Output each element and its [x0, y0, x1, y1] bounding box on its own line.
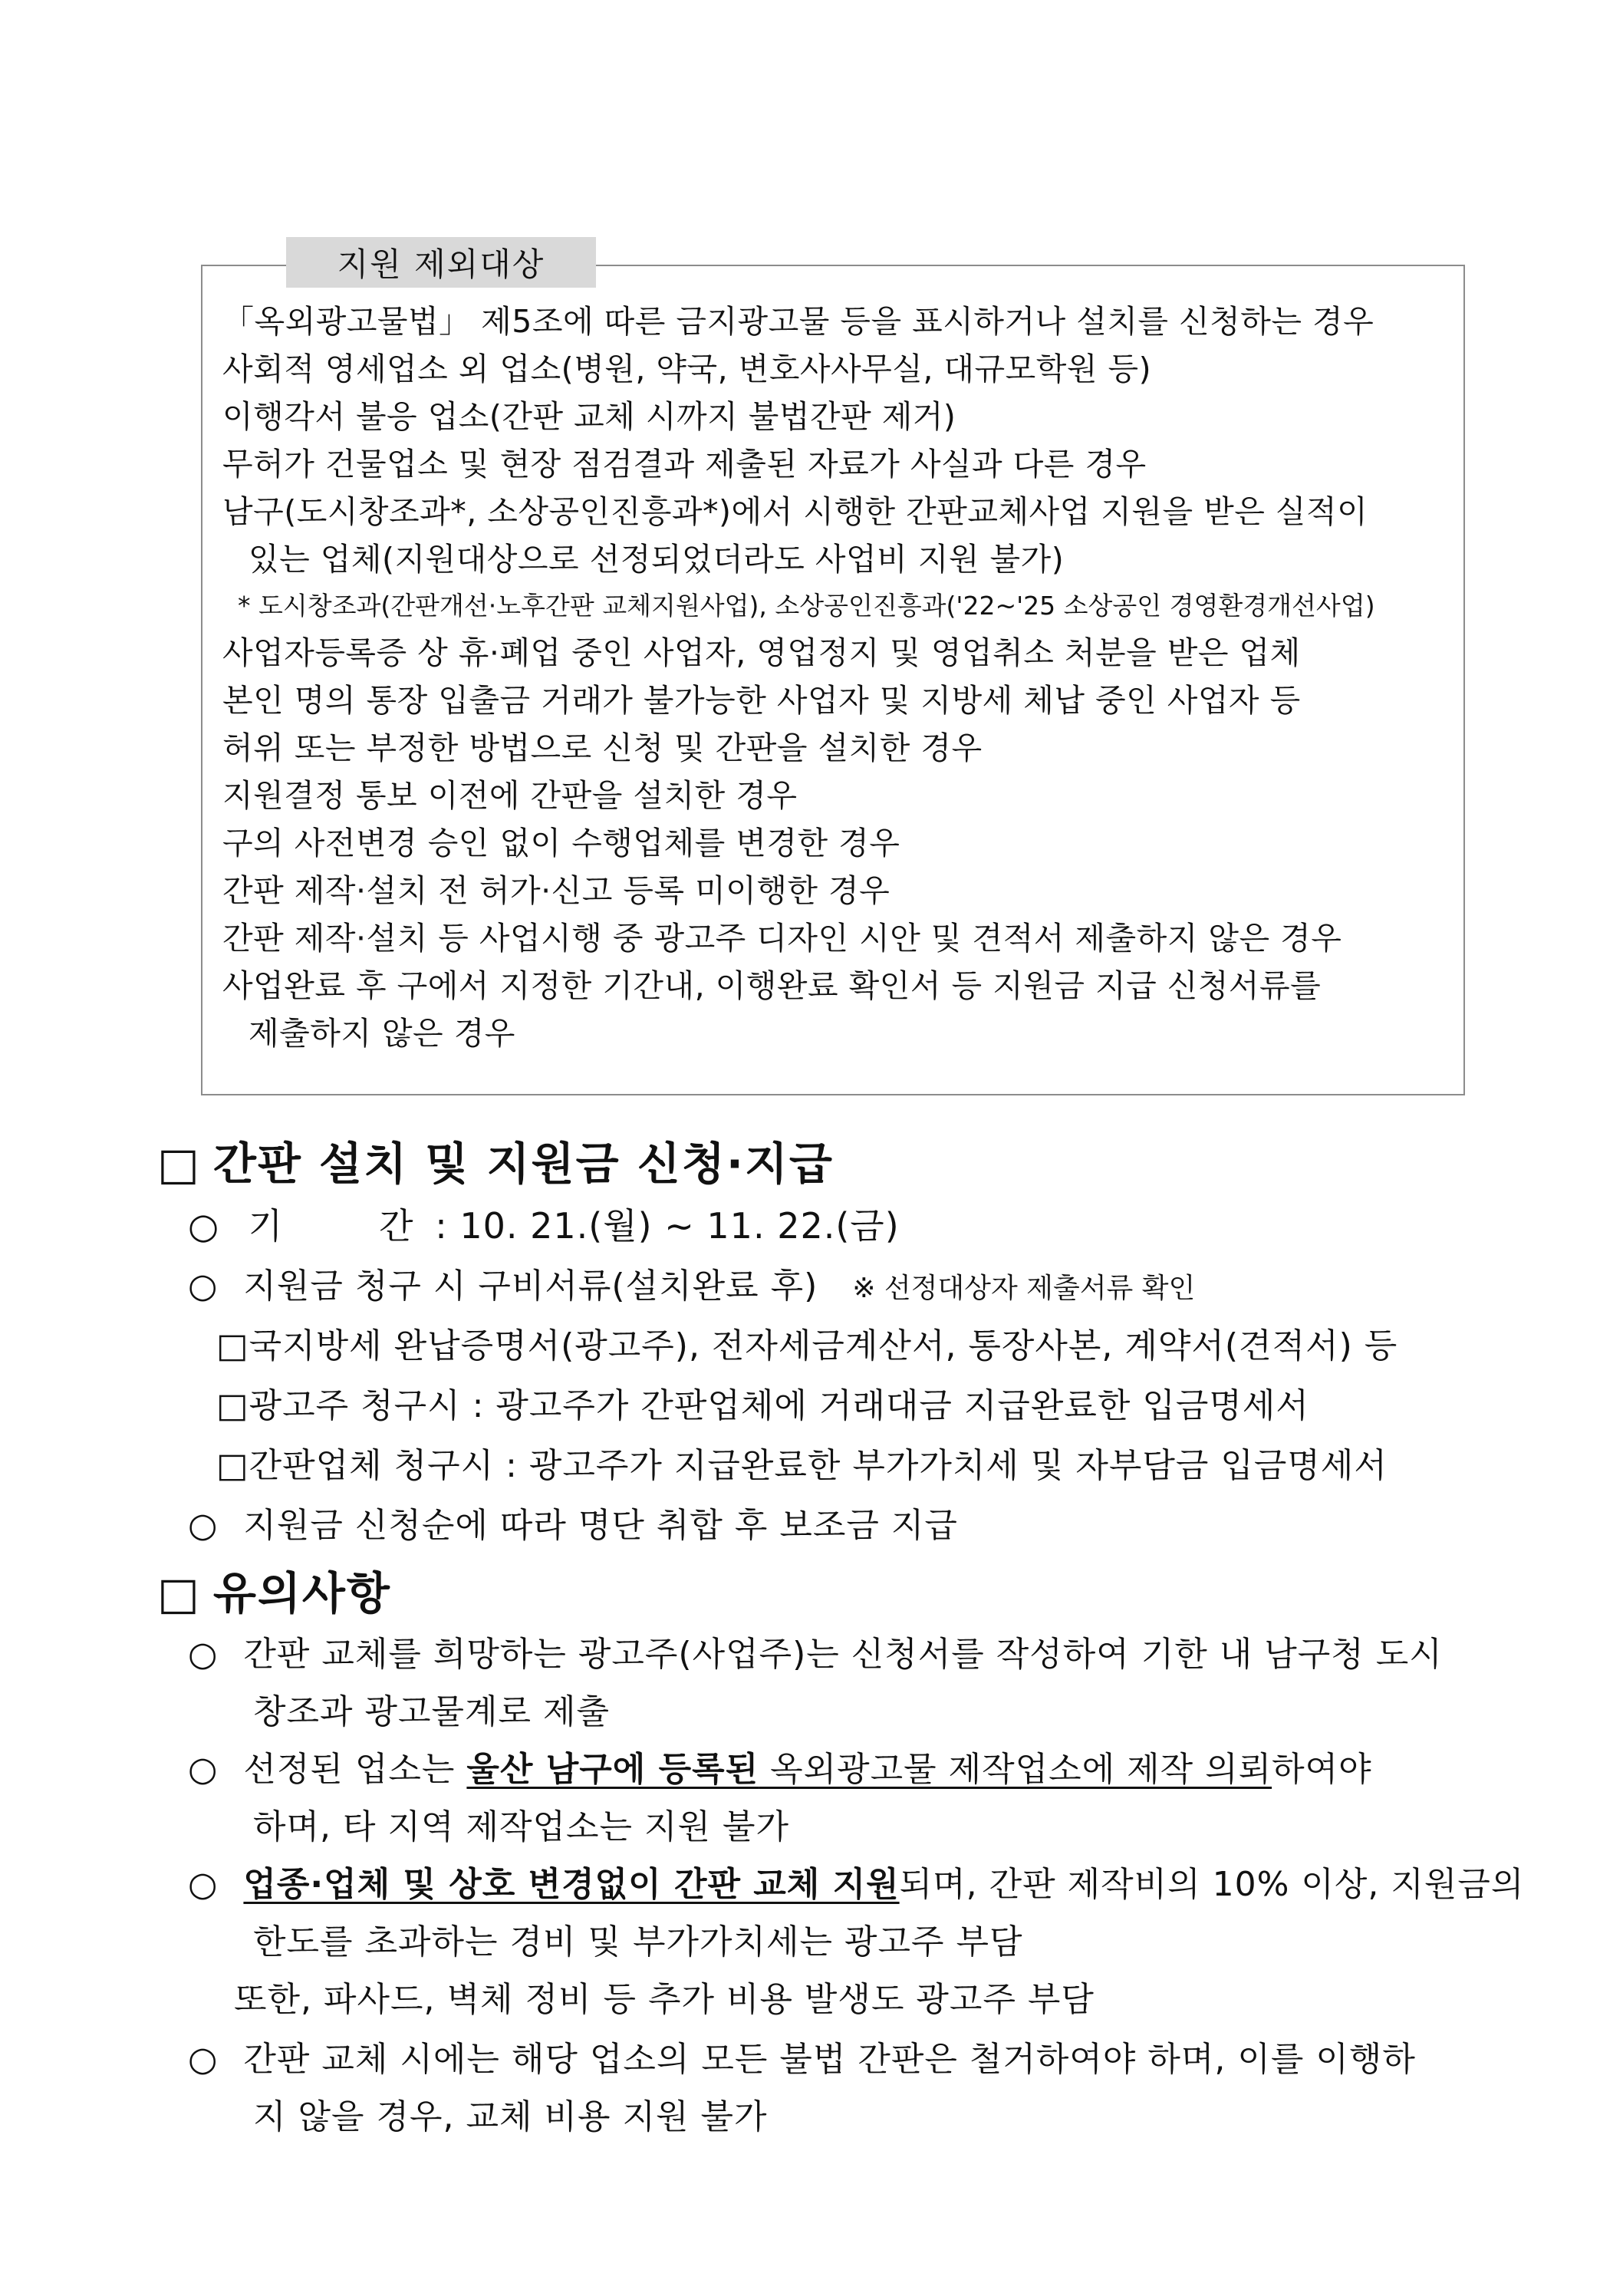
- exclusion-footnote: * 도시창조과(간판개선·노후간판 교체지원사업), 소상공인진흥과('22~'25 소상공인 경영환경개선사업): [238, 591, 1375, 621]
- note-item-3-cont: 한도를 초과하는 경비 및 부가가치세는 광고주 부담: [253, 1922, 1023, 1962]
- circle-bullet-icon: ○: [188, 2040, 219, 2079]
- exclusion-item: 「옥외광고물법」 제5조에 따른 금지광고물 등을 표시하거나 설치를 신청하는 경우: [222, 303, 1374, 340]
- doc-item: [216, 1438, 1388, 1487]
- circle-bullet-icon: ○: [188, 1635, 219, 1674]
- exclusion-item-continuation: 제출하지 않은 경우: [249, 1015, 515, 1052]
- checkbox-square-icon: □: [157, 1567, 201, 1619]
- small-square-icon: □: [216, 1326, 249, 1365]
- doc-item: [216, 1378, 1309, 1427]
- exclusion-item: 무허가 건물업소 및 현장 점검결과 제출된 자료가 사실과 다른 경우: [222, 446, 1147, 483]
- note-text: 선정된 업소는: [243, 1750, 467, 1789]
- exclusion-item: 구의 사전변경 승인 없이 수행업체를 변경한 경우: [222, 825, 900, 861]
- note-item-4: [188, 2031, 1416, 2080]
- note-item-4-cont: 지 않을 경우, 교체 비용 지원 불가: [253, 2097, 768, 2136]
- note-item-1-cont: 창조과 광고물계로 제출: [253, 1692, 611, 1731]
- circle-bullet-icon: ○: [188, 1750, 219, 1789]
- section-heading-notes: [157, 1557, 391, 1622]
- circle-bullet-icon: ○: [188, 1267, 219, 1306]
- exclusion-item: 사회적 영세업소 외 업소(병원, 약국, 변호사사무실, 대규모학원 등): [222, 351, 1152, 387]
- note-item-1: [188, 1626, 1443, 1675]
- period-value: : 10. 21.(월) ~ 11. 22.(금): [435, 1205, 900, 1247]
- note-text: 간판 교체 시에는 해당 업소의 모든 불법 간판은 철거하여야 하며, 이를 이행하: [243, 2040, 1416, 2079]
- exclusion-item: 본인 명의 통장 입출금 거래가 불가능한 사업자 및 지방세 체납 중인 사업자 등: [222, 682, 1301, 719]
- doc-item-text: 국지방세 완납증명서(광고주), 전자세금계산서, 통장사본, 계약서(견적서) 등: [249, 1326, 1398, 1365]
- note-item-3: [188, 1856, 1524, 1906]
- exclusion-item-continuation: 있는 업체(지원대상으로 선정되었더라도 사업비 지원 불가): [249, 541, 1065, 578]
- doc-item-text: 광고주 청구시 : 광고주가 간판업체에 거래대금 지급완료한 입금명세서: [249, 1386, 1309, 1425]
- docs-row: [188, 1258, 1195, 1307]
- note-text: 하여야: [1272, 1750, 1372, 1789]
- exclusion-item: 간판 제작·설치 등 사업시행 중 광고주 디자인 시안 및 견적서 제출하지 않은 경우: [222, 920, 1342, 957]
- docs-line: 지원금 청구 시 구비서류(설치완료 후): [243, 1267, 818, 1306]
- exclusion-list: [222, 298, 1450, 1057]
- exclusion-item: 사업자등록증 상 휴·폐업 중인 사업자, 영업정지 및 영업취소 처분을 받은 업체: [222, 634, 1301, 671]
- section-title: 유의사항: [212, 1567, 391, 1619]
- small-square-icon: □: [216, 1386, 249, 1425]
- period-label: 기 간: [248, 1205, 414, 1247]
- exclusion-box-title: 지원 제외대상: [286, 237, 596, 288]
- docs-note: ※ 선정대상자 제출서류 확인: [852, 1273, 1196, 1304]
- exclusion-item: 허위 또는 부정한 방법으로 신청 및 간판을 설치한 경우: [222, 730, 983, 766]
- checkbox-square-icon: □: [157, 1138, 201, 1190]
- highlight-registered: 울산 남구에 등록된: [466, 1750, 759, 1789]
- note-text: 간판 교체를 희망하는 광고주(사업주)는 신청서를 작성하여 기한 내 남구청 도시: [243, 1635, 1443, 1674]
- doc-item-text: 간판업체 청구시 : 광고주가 지급완료한 부가가치세 및 자부담금 입금명세서: [249, 1446, 1388, 1485]
- payment-line: 지원금 신청순에 따라 명단 취합 후 보조금 지급: [243, 1506, 958, 1545]
- exclusion-item: 지원결정 통보 이전에 간판을 설치한 경우: [222, 777, 798, 814]
- highlight-no-change: 업종·업체 및 상호 변경없이 간판 교체 지원: [243, 1865, 900, 1904]
- section-title: 간판 설치 및 지원금 신청·지급: [212, 1138, 834, 1190]
- note-text: 되며, 간판 제작비의 10% 이상, 지원금의: [899, 1865, 1525, 1904]
- note-item-3-extra: 또한, 파사드, 벽체 정비 등 추가 비용 발생도 광고주 부담: [234, 1980, 1095, 2019]
- circle-bullet-icon: ○: [188, 1205, 220, 1247]
- exclusion-item: 사업완료 후 구에서 지정한 기간내, 이행완료 확인서 등 지원금 지급 신청서류를: [222, 967, 1322, 1004]
- payment-row: [188, 1497, 958, 1547]
- note-item-2: [188, 1741, 1372, 1790]
- exclusion-item: 간판 제작·설치 전 허가·신고 등록 미이행한 경우: [222, 872, 891, 909]
- section-heading-application: [157, 1128, 834, 1192]
- doc-item: [216, 1318, 1397, 1367]
- circle-bullet-icon: ○: [188, 1865, 219, 1904]
- exclusion-item: 남구(도시창조과*, 소상공인진흥과*)에서 시행한 간판교체사업 지원을 받은 실적이: [222, 493, 1368, 530]
- exclusion-item: 이행각서 불응 업소(간판 교체 시까지 불법간판 제거): [222, 398, 956, 435]
- highlight-request: 옥외광고물 제작업소에 제작 의뢰: [759, 1750, 1272, 1789]
- circle-bullet-icon: ○: [188, 1506, 219, 1545]
- small-square-icon: □: [216, 1446, 249, 1485]
- period-row: [188, 1198, 900, 1249]
- note-item-2-cont: 하며, 타 지역 제작업소는 지원 불가: [253, 1807, 789, 1846]
